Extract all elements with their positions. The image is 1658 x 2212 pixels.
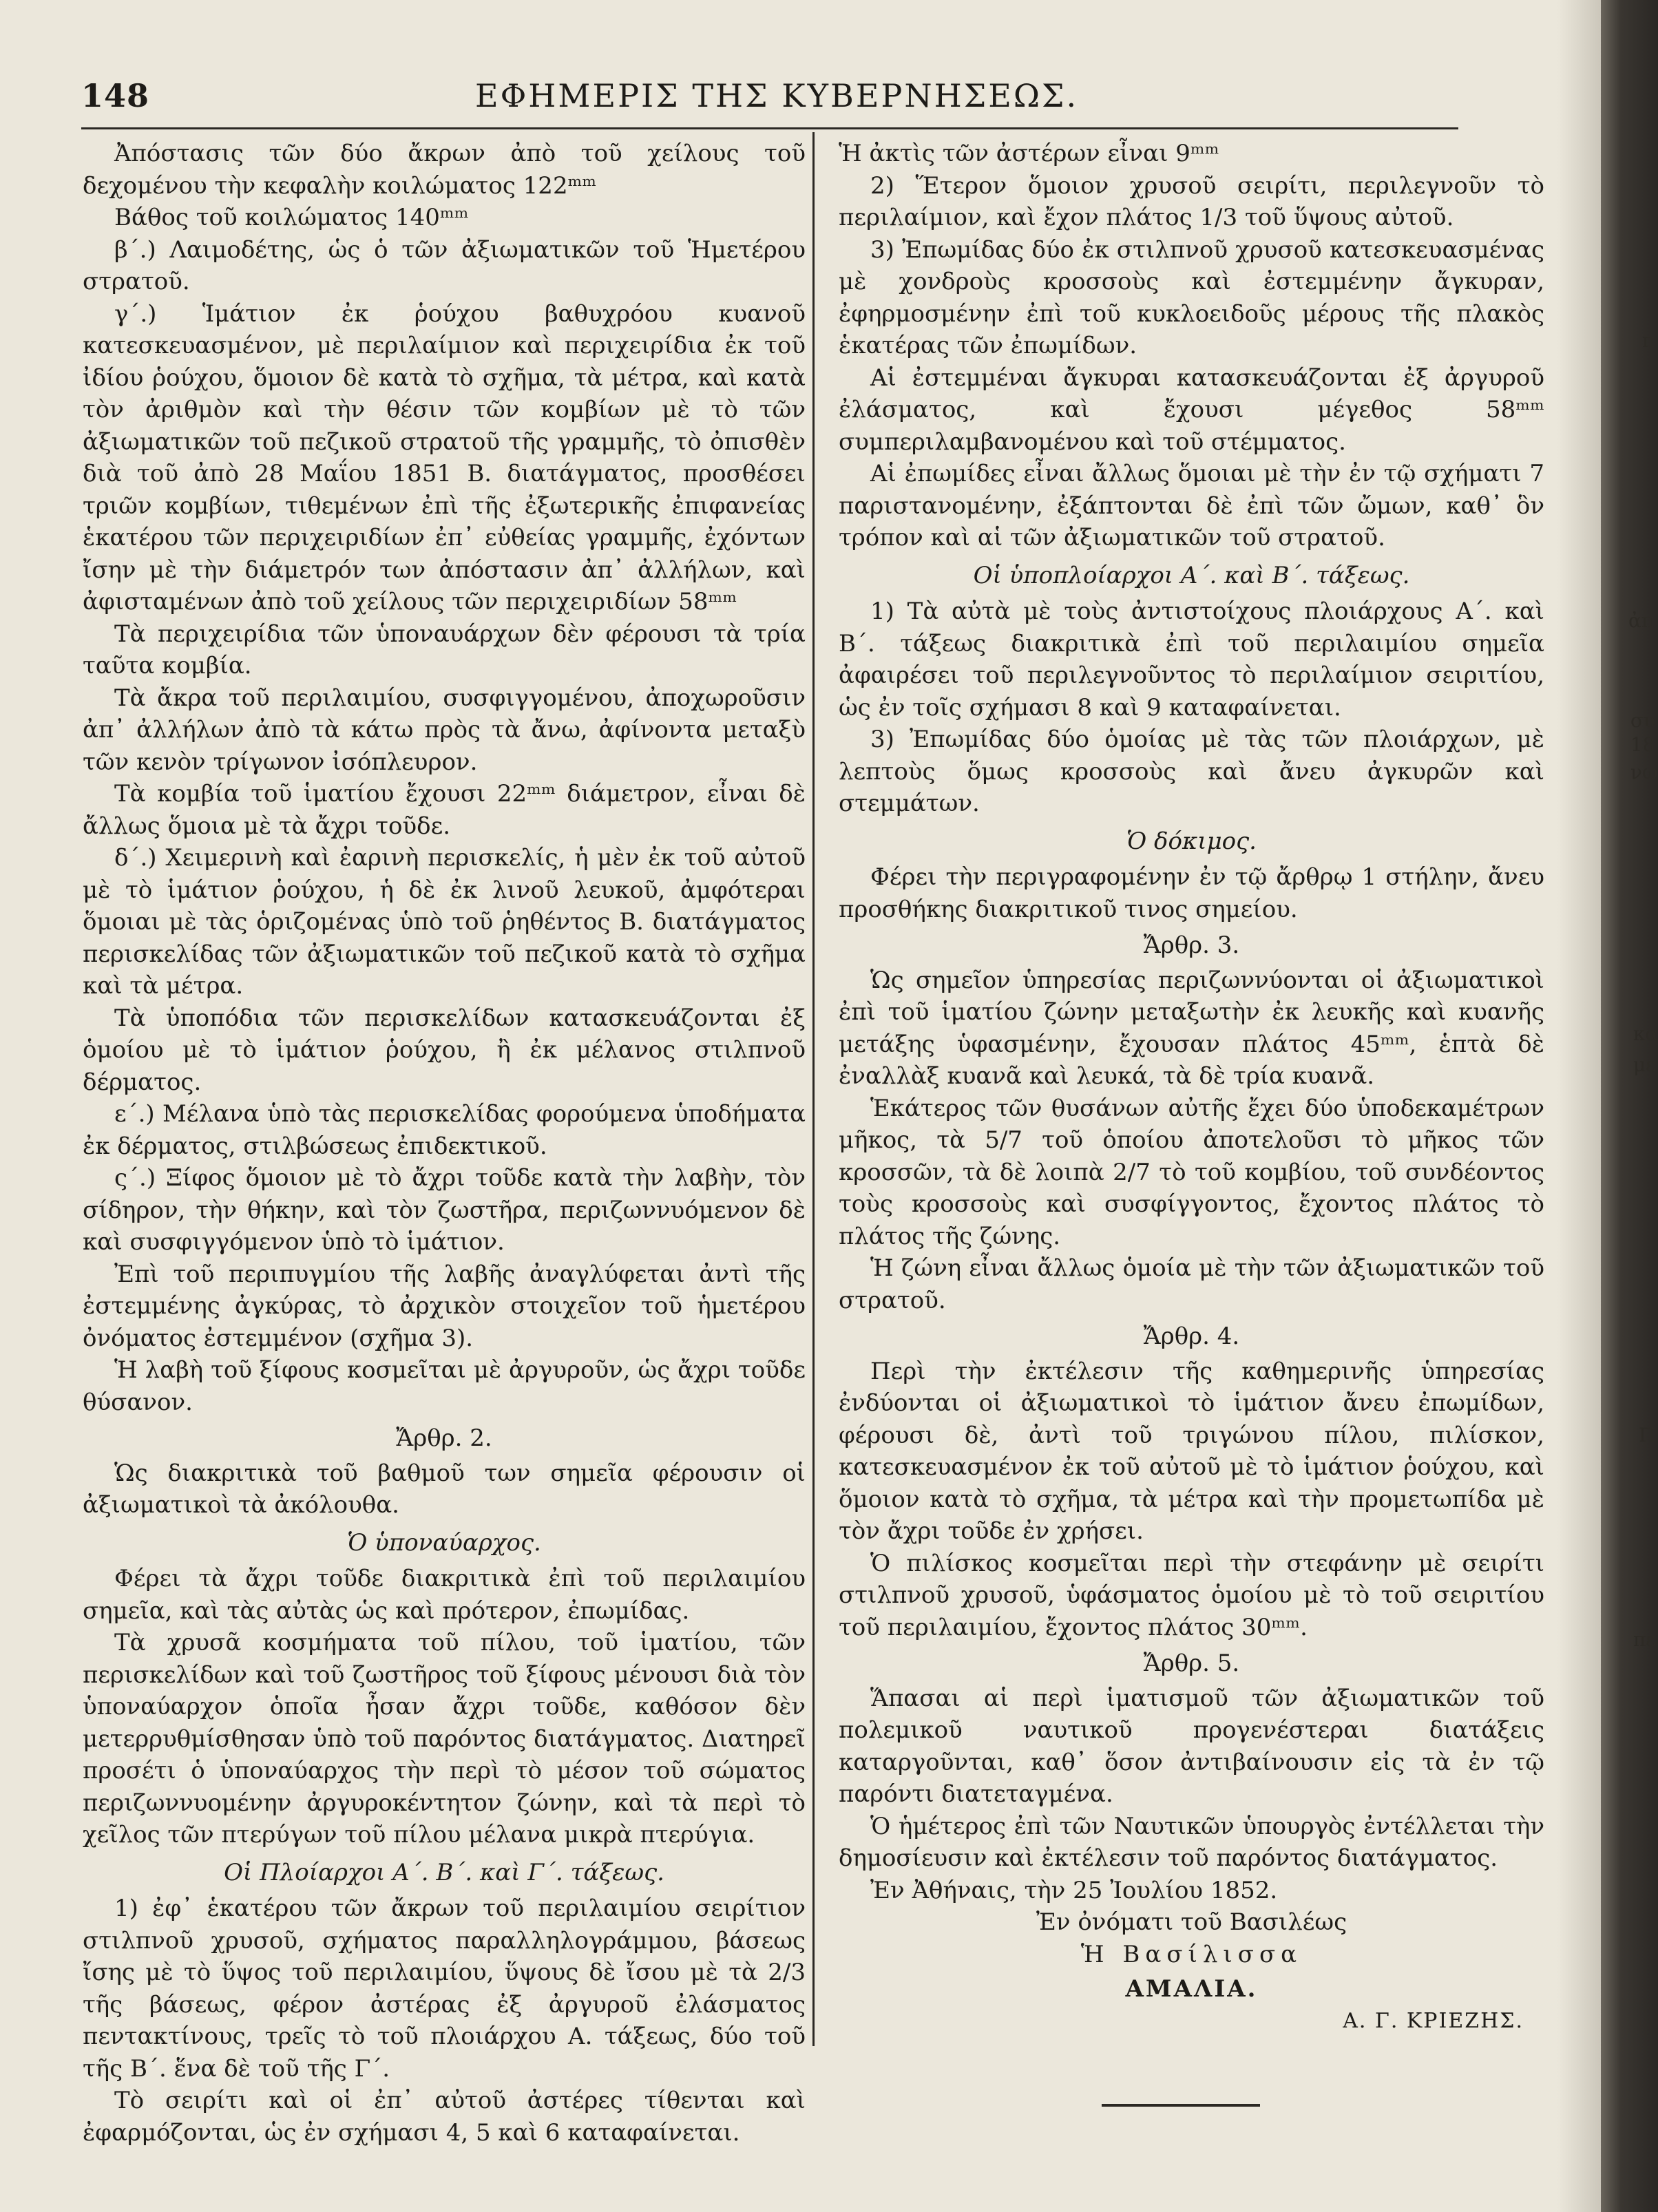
paragraph: Ἅπασαι αἱ περὶ ἱματισμοῦ τῶν ἀξιωματικῶν τοῦ πολεμικοῦ ναυτικοῦ προγενέστεραι διατάξεις καταργοῦνται, καθ᾽ ὅσον ἀντιβαίνουσιν εἰς τὰ ἐν τῷ παρόντι διατεταγμένα. xyxy=(839,1684,1544,1808)
paragraph: Αἱ ἐπωμίδες εἶναι ἄλλως ὅμοιαι μὲ τὴν ἐν τῷ σχήματι 7 παριστανομένην, ἐξάπτονται δὲ ἐπὶ τῶν ὤμων, καθ᾽ ὃν τρόπον καὶ αἱ τῶν ἀξιωματικῶν τοῦ στρατοῦ. xyxy=(839,460,1544,551)
paragraph: Τὸ σειρίτι καὶ οἱ ἐπ᾽ αὐτοῦ ἀστέρες τίθενται καὶ ἐφαρμόζονται, ὡς ἐν σχήμασι 4, 5 καὶ 6 καταφαίνεται. xyxy=(83,2087,806,2147)
paragraph: Ἀπόστασις τῶν δύο ἄκρων ἀπὸ τοῦ χείλους τοῦ δεχομένου τὴν κεφαλὴν κοιλώματος 122ᵐᵐ xyxy=(83,140,806,200)
section-heading: Οἱ Πλοίαρχοι Α΄. Β΄. καὶ Γ΄. τάξεως. xyxy=(224,1858,664,1886)
edge-fragment: συ xyxy=(1630,709,1656,732)
paragraph: Βάθος τοῦ κοιλώματος 140ᵐᵐ xyxy=(114,204,469,231)
minister-signature: Α. Γ. ΚΡΙΕΖΗΣ. xyxy=(1343,2008,1524,2033)
right-column xyxy=(839,138,1544,2037)
paragraph: Τὰ ὑποπόδια τῶν περισκελίδων κατασκευάζονται ἐξ ὁμοίου μὲ τὸ ἱμάτιον ῥούχου, ἢ ἐκ μέλανος στιλπνοῦ δέρματος. xyxy=(83,1004,806,1096)
paragraph: γ΄.) Ἱμάτιον ἐκ ῥούχου βαθυχρόου κυανοῦ κατεσκευασμένον, μὲ περιλαίμιον καὶ περιχειρίδια ἐκ τοῦ ἰδίου ῥούχου, ὅμοιον δὲ κατὰ τὸ σχῆμα, τὰ μέτρα, καὶ κατὰ τὸν ἀριθμὸν καὶ τὴν θέσιν τῶν κομβίων μὲ τὸ τῶν ἀξιωματικῶν τοῦ πεζικοῦ στρατοῦ τῆς γραμμῆς, τὸ ὀπισθὲν διὰ τοῦ ἀπὸ 28 Μαΐου 1851 Β. διατάγματος, προσθέσει τριῶν κομβίων, τιθεμένων ἐπὶ τῆς ἐξωτερικῆς ἐπιφανείας ἑκατέρου τῶν περιχειριδίων ἐπ᾽ εὐθείας γραμμῆς, ἐχόντων ἴσην μὲ τὴν διάμετρόν των ἀπόστασιν ἀπ᾽ ἀλλήλων, καὶ ἀφισταμένων ἀπὸ τοῦ χείλους τῶν περιχειριδίων 58ᵐᵐ xyxy=(83,299,806,615)
paragraph: Ἡ λαβὴ τοῦ ξίφους κοσμεῖται μὲ ἀργυροῦν, ὡς ἄχρι τοῦδε θύσανον. xyxy=(83,1356,806,1416)
signatory-name: ΑΜΑΛΙΑ. xyxy=(1125,1975,1258,2003)
edge-fragment: π xyxy=(1642,329,1655,352)
section-heading: Οἱ ὑποπλοίαρχοι Α΄. καὶ Β΄. τάξεως. xyxy=(973,561,1410,589)
signing-date: Ἐν Ἀθήναις, τὴν 25 Ἰουλίου 1852. xyxy=(870,1876,1278,1904)
edge-fragment: Π xyxy=(1639,1424,1656,1446)
left-column xyxy=(83,138,806,2149)
page-number: 148 xyxy=(81,77,150,114)
paragraph: Ἡ ἀκτὶς τῶν ἀστέρων εἶναι 9ᵐᵐ xyxy=(839,140,1219,167)
edge-fragment: νω xyxy=(1630,761,1658,783)
paragraph: Τὰ κομβία τοῦ ἱματίου ἔχουσι 22ᵐᵐ διάμετρον, εἶναι δὲ ἄλλως ὅμοια μὲ τὰ ἄχρι τοῦδε. xyxy=(83,780,806,840)
header-rule xyxy=(81,127,1458,129)
article-heading: Ἄρθρ. 3. xyxy=(1143,931,1240,959)
on-behalf-line: Ἐν ὀνόματι τοῦ Βασιλέως xyxy=(1036,1908,1347,1936)
paragraph: ε΄.) Μέλανα ὑπὸ τὰς περισκελίδας φορούμενα ὑποδήματα ἐκ δέρματος, στιλβώσεως ἐπιδεκτικοῦ. xyxy=(83,1100,806,1160)
paragraph: Φέρει τὰ ἄχρι τοῦδε διακριτικὰ ἐπὶ τοῦ περιλαιμίου σημεῖα, καὶ τὰς αὐτὰς ὡς καὶ πρότερον, ἐπωμίδας. xyxy=(83,1565,806,1625)
section-heading: Ὁ δόκιμος. xyxy=(1126,827,1257,855)
closing-rule xyxy=(1102,2104,1260,2107)
edge-fragment: με xyxy=(1633,1053,1656,1076)
paragraph: Φέρει τὴν περιγραφομένην ἐν τῷ ἄρθρῳ 1 στήλην, ἄνευ προσθήκης διακριτικοῦ τινος σημείου. xyxy=(839,863,1544,923)
paragraph: 3) Ἐπωμίδας δύο ὁμοίας μὲ τὰς τῶν πλοιάρχων, μὲ λεπτοὺς ὅμως κροσσοὺς καὶ ἄνευ ἀγκυρῶν καὶ στεμμάτων. xyxy=(839,726,1544,817)
paragraph: Τὰ περιχειρίδια τῶν ὑποναυάρχων δὲν φέρουσι τὰ τρία ταῦτα κομβία. xyxy=(83,620,806,680)
section-heading: Ὁ ὑποναύαρχος. xyxy=(347,1528,541,1557)
paragraph: Ἑκάτερος τῶν θυσάνων αὐτῆς ἔχει δύο ὑποδεκαμέτρων μῆκος, τὰ 5/7 τοῦ ὁποίου ἀποτελοῦσι τὸ μῆκος τῶν κροσσῶν, τὰ δὲ λοιπὰ 2/7 τὸ τοῦ κομβίου, τοῦ συνδέοντος τοὺς κροσσοὺς καὶ συσφίγγοντος, ἔχοντος πλάτος τὸ πλάτος τῆς ζώνης. xyxy=(839,1094,1544,1250)
article-heading: Ἄρθρ. 4. xyxy=(1143,1323,1240,1350)
running-head-title: ΕΦΗΜΕΡΙΣ ΤΗΣ ΚΥΒΕΡΝΗΣΕΩΣ. xyxy=(475,77,1079,114)
paragraph: Ὡς διακριτικὰ τοῦ βαθμοῦ των σημεῖα φέρουσιν οἱ ἀξιωματικοὶ τὰ ἀκόλουθα. xyxy=(83,1459,806,1519)
paragraph: β΄.) Λαιμοδέτης, ὡς ὁ τῶν ἀξιωματικῶν τοῦ Ἡμετέρου στρατοῦ. xyxy=(83,235,806,295)
paragraph: Ὁ ἡμέτερος ἐπὶ τῶν Ναυτικῶν ὑπουργὸς ἐντέλλεται τὴν δημοσίευσιν καὶ ἐκτέλεσιν τοῦ παρόντος διατάγματος. xyxy=(839,1812,1544,1872)
article-heading: Ἄρθρ. 2. xyxy=(396,1424,492,1452)
edge-fragment: κα xyxy=(1633,1022,1658,1045)
queen-title: Ἡ Βασίλισσα xyxy=(1080,1940,1303,1968)
edge-fragment: ἀπ xyxy=(1628,609,1655,632)
paragraph: Ἐπὶ τοῦ περιπυγμίου τῆς λαβῆς ἀναγλύφεται ἀντὶ τῆς ἐστεμμένης ἀγκύρας, τὸ ἀρχικὸν στοιχεῖον τοῦ ἡμετέρου ὀνόματος ἐστεμμένον (σχῆμα 3). xyxy=(83,1260,806,1352)
article-heading: Ἄρθρ. 5. xyxy=(1143,1650,1240,1677)
paragraph: ς΄.) Ξίφος ὅμοιον μὲ τὸ ἄχρι τοῦδε κατὰ τὴν λαβὴν, τὸν σίδηρον, τὴν θήκην, καὶ τὸν ζωστῆρα, περιζωννυόμενον δὲ καὶ συσφιγγόμενον ὑπὸ τὸ ἱμάτιον. xyxy=(83,1164,806,1256)
paragraph: Ὁ πιλίσκος κοσμεῖται περὶ τὴν στεφάνην μὲ σειρίτι στιλπνοῦ χρυσοῦ, ὑφάσματος ὁμοίου μὲ τὸ τοῦ σειριτίου τοῦ περιλαιμίου, ἔχοντος πλάτος 30ᵐᵐ. xyxy=(839,1549,1544,1641)
paragraph: Τὰ ἄκρα τοῦ περιλαιμίου, συσφιγγομένου, ἀποχωροῦσιν ἀπ᾽ ἀλλήλων ἀπὸ τὰ κάτω πρὸς τὰ ἄνω, ἀφίνοντα μεταξὺ τῶν κενὸν τρίγωνον ἰσόπλευρον. xyxy=(83,684,806,776)
next-page-edge xyxy=(1557,0,1601,2212)
paragraph: 1) ἐφ᾽ ἑκατέρου τῶν ἄκρων τοῦ περιλαιμίου σειρίτιον στιλπνοῦ χρυσοῦ, σχήματος παραλληλογράμμου, βάσεως ἴσης μὲ τὸ ὕψος τοῦ περιλαιμίου, ὕψους δὲ ἴσου μὲ τὰ 2/3 τῆς βάσεως, φέρον ἀστέρας ἐξ ἀργυροῦ ἐλάσματος πεντακτίνους, τρεῖς τὸ τοῦ πλοιάρχου Α. τάξεως, δύο τοῦ τῆς Β΄. ἕνα δὲ τοῦ τῆς Γ΄. xyxy=(83,1895,806,2083)
paragraph: 1) Τὰ αὐτὰ μὲ τοὺς ἀντιστοίχους πλοιάρχους Α΄. καὶ Β΄. τάξεως διακριτικὰ ἐπὶ τοῦ περιλαιμίου σημεῖα ἀφαιρέσει τοῦ περιλεγνοῦντος τὸ περιλαίμιον σειριτίου, ὡς ἐν τοῖς σχήμασι 8 καὶ 9 καταφαίνεται. xyxy=(839,598,1544,721)
paragraph: Ὡς σημεῖον ὑπηρεσίας περιζωννύονται οἱ ἀξιωματικοὶ ἐπὶ τοῦ ἱματίου ζώνην μεταξωτὴν ἐκ λευκῆς καὶ κυανῆς μετάξης ὑφασμένην, ἔχουσαν πλάτος 45ᵐᵐ, ἑπτὰ δὲ ἐναλλὰξ κυανᾶ καὶ λευκά, τὰ δὲ τρία κυανᾶ. xyxy=(839,966,1544,1090)
edge-fragment: 18 xyxy=(1630,733,1655,756)
column-rule xyxy=(812,132,815,2046)
paragraph: Αἱ ἐστεμμέναι ἄγκυραι κατασκευάζονται ἐξ ἀργυροῦ ἐλάσματος, καὶ ἔχουσι μέγεθος 58ᵐᵐ συμπεριλαμβανομένου καὶ τοῦ στέμματος. xyxy=(839,364,1544,456)
paragraph: 2) Ἕτερον ὅμοιον χρυσοῦ σειρίτι, περιλεγνοῦν τὸ περιλαίμιον, καὶ ἔχον πλάτος 1/3 τοῦ ὕψους αὐτοῦ. xyxy=(839,171,1544,231)
paragraph: Τὰ χρυσᾶ κοσμήματα τοῦ πίλου, τοῦ ἱματίου, τῶν περισκελίδων καὶ τοῦ ζωστῆρος τοῦ ξίφους μένουσι διὰ τὸν ὑποναύαρχον ὁποῖα ἦσαν ἄχρι τοῦδε, καθόσον δὲν μετερρυθμίσθησαν ὑπὸ τοῦ παρόντος διατάγματος. Διατηρεῖ προσέτι ὁ ὑποναύαρχος τὴν περὶ τὸ μέσον τοῦ σώματος περιζωννυομένην ἀργυροκέντητον ζώνην, καὶ τὰ περὶ τὸ χεῖλος τῶν πτερύγων τοῦ πίλου μέλανα μικρὰ πτερύγια. xyxy=(83,1629,806,1848)
paragraph: δ΄.) Χειμερινὴ καὶ ἐαρινὴ περισκελίς, ἡ μὲν ἐκ τοῦ αὐτοῦ μὲ τὸ ἱμάτιον ῥούχου, ἡ δὲ ἐκ λινοῦ λευκοῦ, ἀμφότεραι ὅμοιαι μὲ τὰς ὁριζομένας ὑπὸ τοῦ ῥηθέντος Β. διατάγματος περισκελίδας τῶν ἀξιωματικῶν τοῦ πεζικοῦ κατὰ τὸ σχῆμα καὶ τὰ μέτρα. xyxy=(83,844,806,1000)
edge-fragment: πε xyxy=(1633,1628,1656,1651)
paragraph: 3) Ἐπωμίδας δύο ἐκ στιλπνοῦ χρυσοῦ κατεσκευασμένας μὲ χονδροὺς κροσσοὺς καὶ ἐστεμμένην ἄγκυραν, ἐφηρμοσμένην ἐπὶ τοῦ κυκλοειδοῦς μέρους τῆς πλακὸς ἑκατέρας τῶν ἐπωμίδων. xyxy=(839,235,1544,359)
paragraph: Περὶ τὴν ἐκτέλεσιν τῆς καθημερινῆς ὑπηρεσίας ἐνδύονται οἱ ἀξιωματικοὶ τὸ ἱμάτιον ἄνευ ἐπωμίδων, φέρουσι δὲ, ἀντὶ τοῦ τριγώνου πίλου, πιλίσκον, κατεσκευασμένον ἐκ τοῦ αὐτοῦ μὲ τὸ ἱμάτιον ῥούχου, καὶ ὅμοιον κατὰ τὸ σχῆμα, τὰ μέτρα καὶ τὴν προμετωπίδα μὲ τὸν ἄχρι τοῦδε ἐν χρήσει. xyxy=(839,1357,1544,1545)
paragraph: Ἡ ζώνη εἶναι ἄλλως ὁμοία μὲ τὴν τῶν ἀξιωματικῶν τοῦ στρατοῦ. xyxy=(839,1254,1544,1314)
